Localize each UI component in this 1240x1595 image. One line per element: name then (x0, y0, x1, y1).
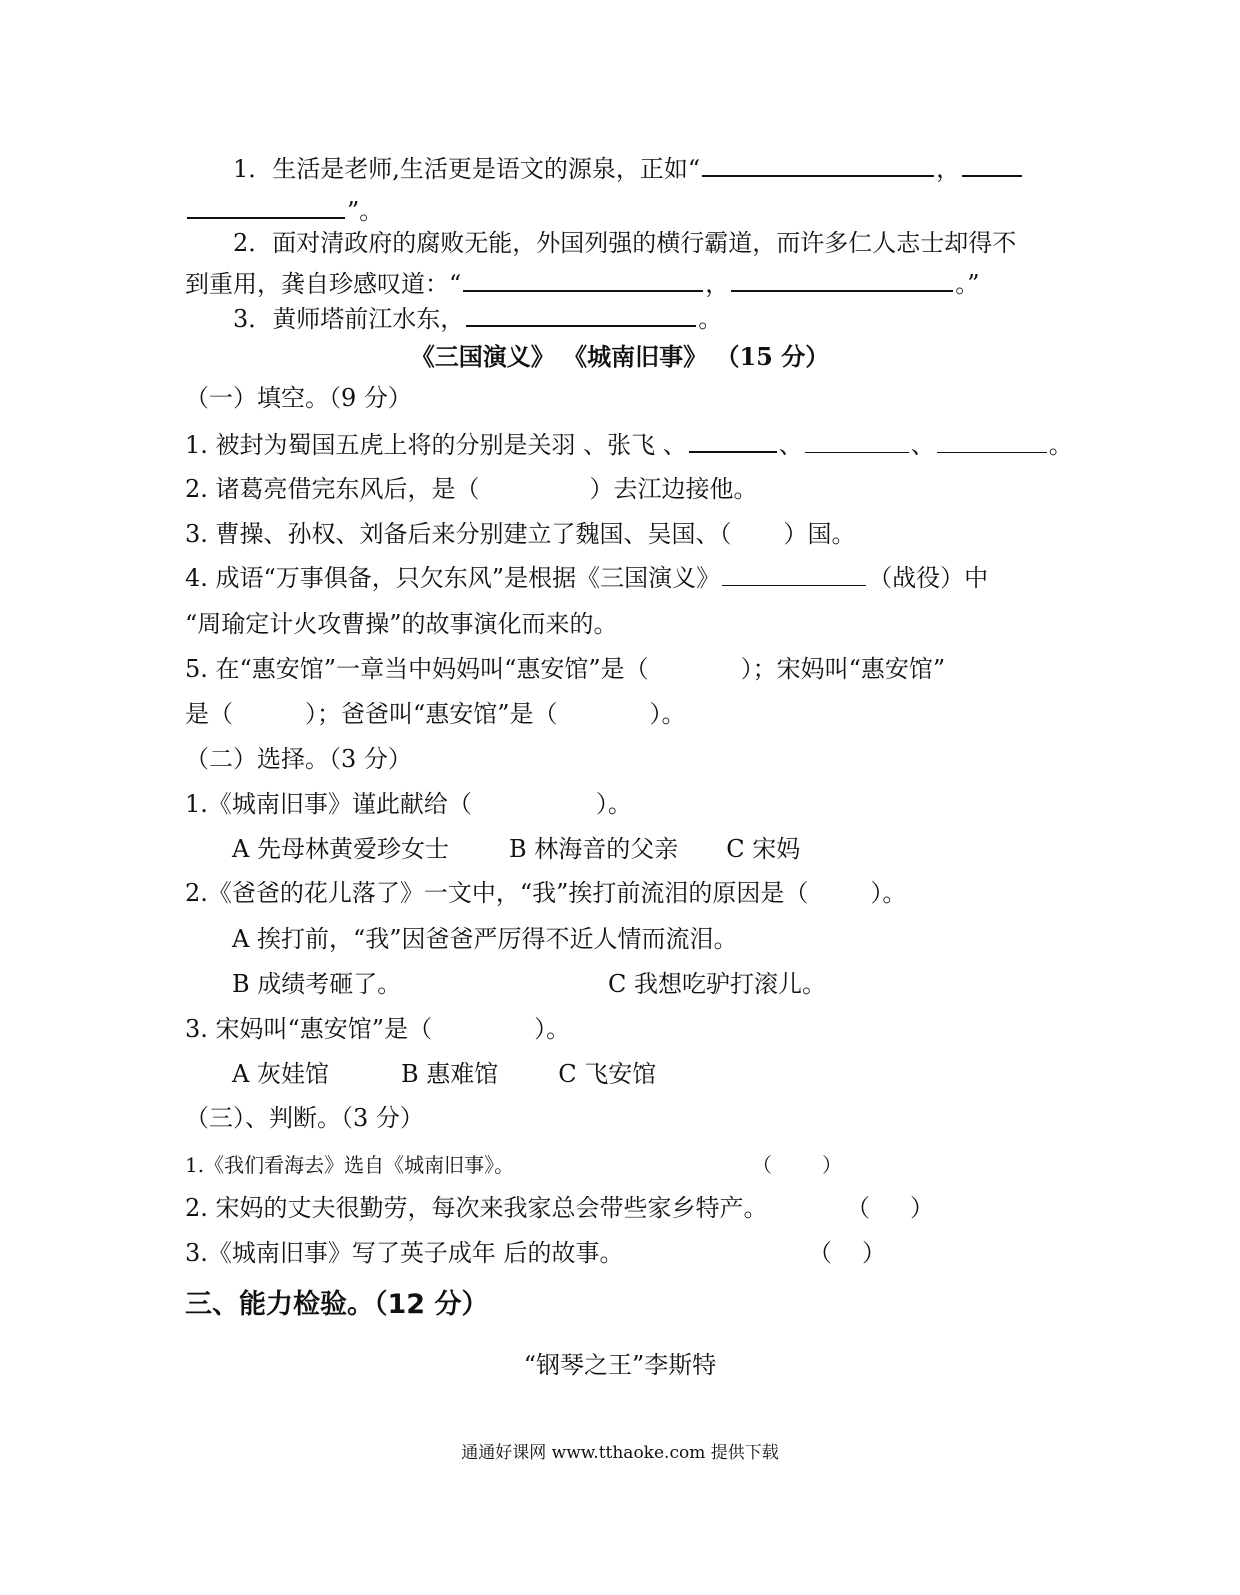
choice-q1-option-c[interactable]: C 宋妈 (726, 835, 801, 863)
judge-header: （三）、判断。（3 分） (185, 1104, 424, 1132)
choice-q2-option-b[interactable]: B 成绩考砸了。 (232, 970, 402, 998)
choice-q3-option-a[interactable]: A 灰娃馆 (232, 1060, 329, 1088)
q1-end: ”。 (347, 197, 384, 225)
q1-blank-2a[interactable] (962, 153, 1022, 177)
fill-q5-mid-2: ）；爸爸叫“惠安馆”是（ (305, 700, 558, 728)
q2-blank-1[interactable] (463, 268, 703, 292)
q1-sep: ， (936, 155, 961, 183)
choice-q1-option-a[interactable]: A 先母林黄爱珍女士 (232, 835, 449, 863)
title-score: （15 分） (715, 342, 830, 371)
q1-blank-1[interactable] (702, 153, 934, 177)
q3-end: 。 (698, 305, 723, 333)
judge-q1-paren-close: ） (822, 1153, 842, 1177)
fill-q5-line1 (185, 654, 945, 684)
fill-q5-end: ）。 (649, 700, 686, 728)
choice-q3-option-c[interactable]: C 飞安馆 (558, 1060, 657, 1088)
judge-q2-paren[interactable] (846, 1193, 934, 1223)
q2-line2 (185, 268, 980, 299)
fill-q1-text: 1. 被封为蜀国五虎上将的分别是关羽 、张飞 、 (185, 431, 687, 459)
fill-q4-line1 (185, 563, 988, 593)
judge-q2-paren-close: ） (910, 1194, 934, 1222)
q1-line2 (185, 195, 383, 226)
fill-q3 (185, 519, 856, 549)
ability-heading: 三、能力检验。（12 分） (185, 1289, 489, 1320)
choice-header: （二）选择。（3 分） (185, 745, 412, 773)
page-footer: 通通好课网 www.tthaoke.com 提供下载 (461, 1443, 779, 1463)
fill-q1-sep-1: 、 (778, 431, 803, 459)
choice-q1-options (232, 834, 800, 864)
q2-end: 。” (955, 270, 980, 298)
q3-text: 3．黄师塔前江水东， (233, 305, 465, 333)
title-sanguo: 《三国演义》 (410, 342, 555, 371)
fill-q5-text-2: 是（ (185, 700, 233, 728)
choice-q3 (185, 1014, 570, 1044)
fill-q5-mid-1: ）；宋妈叫“惠安馆” (740, 655, 946, 683)
fill-header: （一）填空。（9 分） (185, 384, 412, 412)
fill-q1 (185, 429, 1073, 460)
q2-sep: ， (705, 270, 730, 298)
fill-q4-blank[interactable] (722, 563, 866, 586)
fill-q2 (185, 474, 758, 504)
choice-q1-end: ）。 (595, 790, 632, 818)
fill-q5-text-1: 5. 在“惠安馆”一章当中妈妈叫“惠安馆”是（ (185, 655, 649, 683)
choice-q3-text: 3. 宋妈叫“惠安馆”是（ (185, 1015, 433, 1043)
q1-blank-2b[interactable] (187, 195, 345, 219)
choice-q2-end: ）。 (870, 879, 907, 907)
fill-q2-end: ）去江边接他。 (589, 475, 758, 503)
q1-line1 (233, 153, 1024, 184)
q2-blank-2[interactable] (731, 268, 953, 292)
judge-q3-paren[interactable] (808, 1238, 886, 1268)
q2-line1: 2．面对清政府的腐败无能，外国列强的横行霸道，而许多仁人志士却得不 (233, 229, 1017, 257)
fill-q1-blank-1[interactable] (689, 429, 777, 453)
fill-q2-text: 2. 诸葛亮借完东风后，是（ (185, 475, 480, 503)
fill-q4-text: 4. 成语“万事俱备，只欠东风”是根据《三国演义》 (185, 564, 721, 592)
judge-q1-paren-open: （ (752, 1153, 772, 1177)
judge-q3-paren-open: （ (808, 1239, 832, 1267)
passage-title: “钢琴之王”李斯特 (523, 1351, 717, 1379)
fill-q4-end: （战役）中 (868, 564, 989, 592)
q3-line (233, 303, 722, 334)
fill-q1-blank-3[interactable] (937, 430, 1047, 453)
fill-q1-blank-2[interactable] (805, 430, 909, 453)
choice-q3-option-b[interactable]: B 惠难馆 (400, 1060, 499, 1088)
q1-text: 1．生活是老师,生活更是语文的源泉，正如“ (233, 155, 701, 183)
fill-q3-end: ）国。 (783, 520, 856, 548)
fill-q1-end: 。 (1048, 431, 1073, 459)
choice-q3-end: ）。 (534, 1015, 571, 1043)
judge-q3-text: 3.《城南旧事》写了英子成年 后的故事。 (185, 1239, 624, 1267)
q3-blank[interactable] (466, 303, 696, 327)
q2-start: 到重用，龚自珍感叹道：“ (185, 270, 462, 298)
judge-q1-paren[interactable] (752, 1150, 842, 1180)
judge-q2-text: 2. 宋妈的丈夫很勤劳，每次来我家总会带些家乡特产。 (185, 1194, 768, 1222)
choice-q1-text: 1.《城南旧事》谨此献给（ (185, 790, 472, 818)
choice-q2-option-c[interactable]: C 我想吃驴打滚儿。 (608, 970, 826, 998)
fill-q3-text: 3. 曹操、孙权、刘备后来分别建立了魏国、吴国、（ (185, 520, 732, 548)
choice-q2 (185, 878, 906, 908)
fill-q5-line2 (185, 699, 686, 729)
judge-q1-text: 1.《我们看海去》选自《城南旧事》。 (185, 1153, 515, 1177)
choice-q1-option-b[interactable]: B 林海音的父亲 (508, 835, 679, 863)
judge-q2-paren-open: （ (846, 1194, 870, 1222)
fill-q1-sep-2: 、 (910, 431, 935, 459)
choice-q3-options (232, 1059, 656, 1089)
fill-q4-line2: “周瑜定计火攻曹操”的故事演化而来的。 (185, 610, 618, 638)
judge-q3-paren-close: ） (862, 1239, 886, 1267)
choice-q2-option-a[interactable]: A 挨打前，“我”因爸爸严厉得不近人情而流泪。 (232, 925, 738, 953)
section-books-title (0, 342, 1240, 372)
title-chengnan: 《城南旧事》 (563, 342, 708, 371)
choice-q1 (185, 789, 632, 819)
choice-q2-text: 2.《爸爸的花儿落了》一文中，“我”挨打前流泪的原因是（ (185, 879, 809, 907)
